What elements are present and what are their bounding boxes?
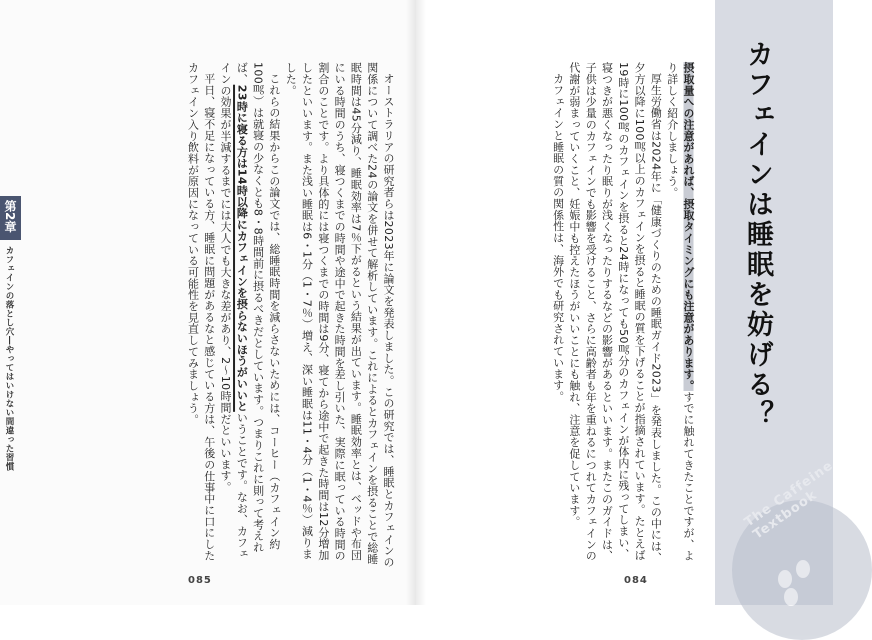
right-body-text xyxy=(496,62,696,568)
paragraph-intro: 摂取量への注意があれば、摂取タイミングにも注意があります。すでに触れてきたことですが、より詳しく紹介しましょう。 xyxy=(665,62,695,562)
left-page xyxy=(0,0,416,605)
page-title: カフェインは睡眠を妨げる？ xyxy=(742,40,773,430)
side-caption: カフェインの落とし穴―やってはいけない間違った習慣 xyxy=(4,246,14,471)
page-number-left: 085 xyxy=(188,575,212,586)
coffee-bean-icon xyxy=(784,588,798,606)
caffeine-textbook-stamp xyxy=(732,458,872,640)
page-number-right: 084 xyxy=(624,575,648,586)
paragraph-weekday-advice: 平日、寝不足になっている方、睡眠に問題があるなと感じている方は、午後の仕事中に口にしたカフェイン入り飲料が原因になっている可能性を見直してみましょう。 xyxy=(186,62,216,562)
paragraph-mhlw-guide: 厚生労働省は2024年に「健康づくりのための睡眠ガイド2023」を発表しました。この中には、夕方以降に100㎎以上のカフェインを摂ると睡眠の質を下げることが指摘されています。たとえば19時に100㎎のカフェインを摂ると24時になっても50㎎分のカフェインが体内に残ってしまい、寝つきが悪くなったり眠りが浅くなったりするなどの影響があるといいます。またこのガイドは、子供は少量のカフェインでも影響を受けること、さらに高齢者も年を重ねるにつれてカフェインの代謝が弱まっていくこと、妊娠中も控えたほうがいいことにも触れ、注意を促しています。 xyxy=(567,62,663,564)
paragraph-results: これらの結果からこの論文では、総睡眠時間を減らさないためには、コーヒー（カフェイン約100㎎）は就寝の少なくとも8・8時間前に摂るべきだとしています。つまりこれに則って考えれば、23時に寝る方は14時以降にカフェインを摂らないほうがいいということです。なお、カフェインの効果が半減するまでには大人でも大きな差があり、2〜10時間だといいます。 xyxy=(219,62,281,560)
paragraph-overseas-research: カフェインと睡眠の質の関係性は、海外でも研究されています。 xyxy=(551,73,565,403)
left-body-text xyxy=(66,62,396,568)
coffee-bean-icon xyxy=(778,570,792,588)
book-spine xyxy=(406,0,426,605)
stamp-text: The Caffeine Textbook xyxy=(742,458,837,543)
lead-highlight: 摂取量への注意があれば、摂取タイミングにも注意があります。 xyxy=(682,62,695,392)
right-page xyxy=(416,0,837,605)
chapter-tab: 第2章 xyxy=(0,196,21,240)
emphasis-23h-14h: 23時に寝る方は14時以降にカフェインを摂らないほうがいいと xyxy=(235,84,249,412)
paragraph-australia-study: オーストラリアの研究者らは2023年に論文を発表しました。この研究では、睡眠とカフェインの関係について調べた24の論文を併せて解析しています。これによるとカフェインを摂ることで総睡眠時間は45分減り、睡眠効率は7％下がるという結果が出ています。睡眠効率とは、ベッドや布団にいる時間のうち、寝つくまでの時間や途中で起きた時間を差し引いた、実際に眠っている時間の割合のことです。より具体的には寝つくまでの時間は9分、寝てから途中で起きた時間は12分増加したといいます。また浅い睡眠は6・1分（1・7％）増え、深い睡眠は11・4分（1・4％）減りました。 xyxy=(284,62,395,568)
coffee-bean-icon xyxy=(796,560,810,578)
